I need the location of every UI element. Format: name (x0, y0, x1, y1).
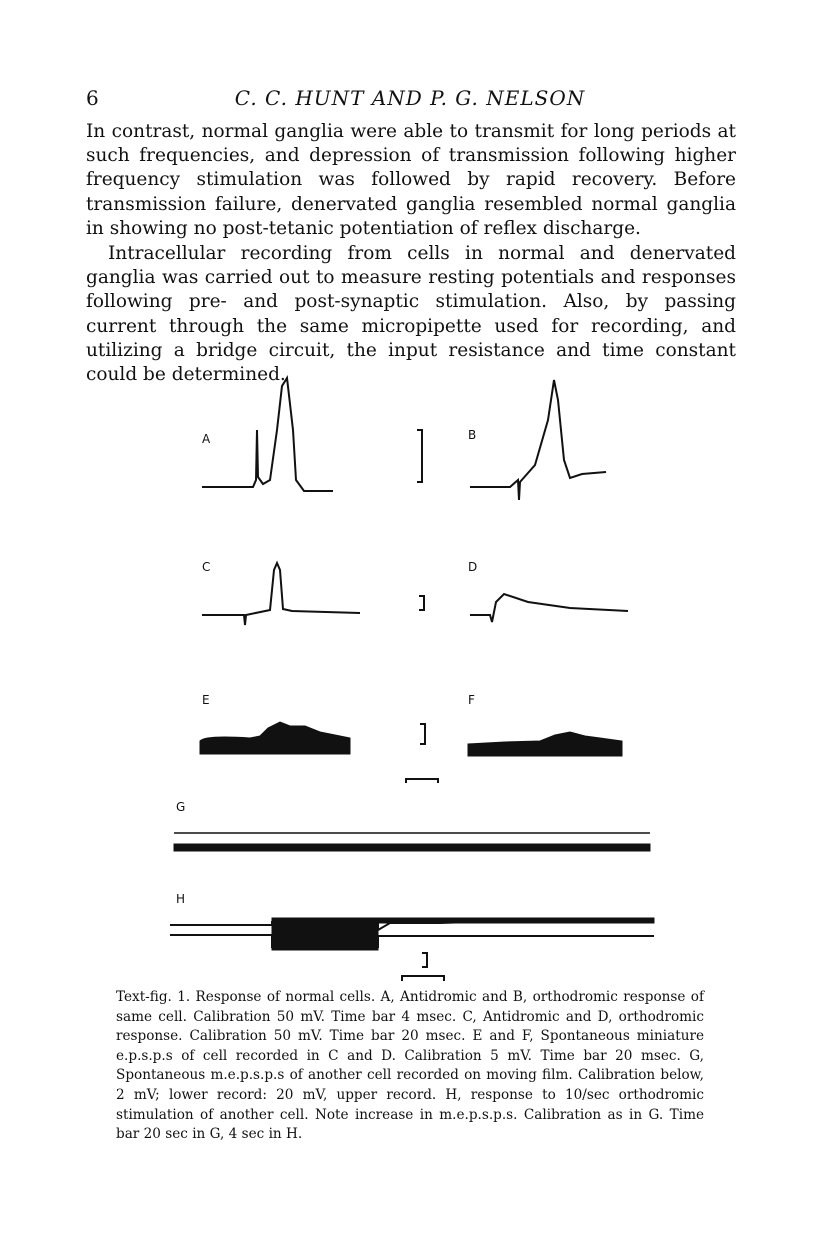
panel-label-e: E (202, 693, 210, 707)
text-figure-1 (160, 370, 660, 982)
panel-label-f: F (468, 693, 475, 707)
running-head: C. C. HUNT AND P. G. NELSON (234, 86, 586, 110)
time-bar-gh (402, 976, 444, 981)
trace-c (202, 563, 360, 625)
panel-label-a: A (202, 432, 211, 446)
calibration-bar-cd (419, 596, 424, 610)
panel-label-g: G (176, 800, 186, 814)
time-bar-cdef (406, 779, 438, 783)
trace-h-noise (378, 918, 654, 923)
trace-a (202, 378, 333, 491)
trace-d (470, 594, 628, 622)
panel-label-d: D (468, 560, 478, 574)
trace-g-lower (174, 844, 650, 851)
trace-b (470, 380, 606, 500)
trace-f (468, 732, 622, 756)
trace-e (200, 722, 350, 754)
calibration-bar-gh (422, 953, 427, 967)
panel-label-c: C (202, 560, 211, 574)
page-number: 6 (86, 86, 99, 110)
trace-h-stimulation-block (272, 918, 378, 950)
page-header (86, 86, 734, 114)
calibration-bar-ab (417, 430, 422, 482)
trace-h-lower (170, 935, 654, 947)
body-paragraph-1: In contrast, normal ganglia were able to transmit for long periods at such frequencies, and depression of transmission following higher frequency stimulation was followed by rapid recovery. Before transmission failure, denervated ganglia resembled normal ganglia in showing no post-tetanic potentiation of reflex discharge. (86, 121, 736, 239)
calibration-bar-ef (420, 724, 425, 744)
panel-label-h: H (176, 892, 186, 906)
panel-label-b: B (468, 428, 477, 442)
figure-caption: Text-fig. 1. Response of normal cells. A, Antidromic and B, orthodromic response of same cell. Calibration 50 mV. Time bar 4 msec. C, Antidromic and D, orthodromic response. Calibration 50 mV. Time bar 20 msec. E and F, Spontaneous miniature e.p.s.p.s of cell recorded in C and D. Calibration 5 mV. Time bar 20 msec. G, Spontaneous m.e.p.s.p.s of another cell recorded on moving film. Calibration below, 2 mV; lower record: 20 mV, upper record. H, response to 10/sec orthodromic stimulation of another cell. Note increase in m.e.p.s.p.s. Calibration as in G. Time bar 20 sec in G, 4 sec in H. (116, 989, 704, 1143)
body-paragraph-2: Intracellular recording from cells in normal and denervated ganglia was carried out to measure resting potentials and responses following pre- and post-synaptic stimulation. Also, by passing current through the same micropipette used for recording, and utilizing a bridge circuit, the input resistance and time constant could be determined. (86, 243, 736, 386)
